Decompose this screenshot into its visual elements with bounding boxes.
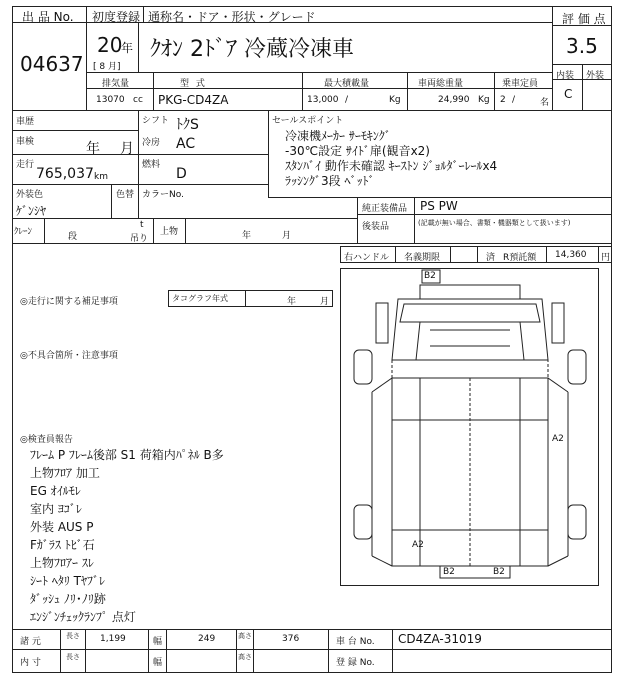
registration-label: 登 録 No.	[336, 658, 375, 668]
inspection-year: 年	[86, 141, 100, 157]
shift-label: シフト	[142, 116, 170, 126]
recycle-unit: 円	[601, 253, 611, 263]
inspection-label: 車検	[16, 137, 35, 147]
reg-year: 20	[97, 33, 123, 57]
right-handle-flag: 右ハンドル	[344, 253, 390, 263]
crane-tonnage: t	[140, 220, 144, 230]
dims-label: 諸 元	[20, 637, 41, 647]
ac-value: AC	[176, 136, 196, 152]
history-label: 車歴	[16, 117, 35, 127]
chassis-label: 車 台 No.	[336, 637, 375, 647]
damage-mark-rear-right: B2	[493, 567, 505, 577]
lot-label: 出 品 No.	[22, 10, 74, 24]
sales-points-label: セールスポイント	[272, 116, 344, 126]
capacity-slash: /	[345, 95, 349, 105]
crane-hang: 吊り	[130, 234, 149, 244]
displacement-unit: cc	[133, 95, 143, 105]
damage-mark-right-side: A2	[552, 434, 564, 444]
recycle-label: R預託額	[503, 253, 537, 263]
recycle-amount: 14,360	[555, 250, 587, 260]
driving-notes-label: ◎走行に関する補足事項	[20, 297, 118, 307]
exterior-color-label: 外装色	[16, 190, 44, 200]
listed-month: 月	[282, 231, 292, 241]
crane-steps: 段	[68, 232, 78, 242]
defects-label: ◎不具合箇所・注意事項	[20, 351, 118, 361]
genuine-equipment-label: 純正装備品	[362, 204, 408, 214]
ac-label: 冷房	[142, 138, 161, 148]
length-value: 1,199	[100, 634, 126, 644]
inspector-line: 上物ﾌﾛｱｰ ｽﾚ	[30, 556, 94, 570]
eval-label: 評 価 点	[562, 12, 606, 26]
inspector-line: Fｶﾞﾗｽ ﾄﾋﾞ石	[30, 538, 95, 552]
interior-width-label: 幅	[153, 658, 163, 668]
tachograph-year: 年	[287, 297, 297, 307]
displacement-value: 13070	[96, 95, 125, 105]
listed-year: 年	[242, 231, 252, 241]
mileage-value: 765,037	[36, 166, 94, 182]
color-change-label: 色替	[116, 190, 135, 200]
color-code-label: カラーNo.	[142, 190, 184, 200]
inspector-line: ｼｰﾄ ﾍﾀﾘ Tﾔﾌﾞﾚ	[30, 574, 105, 588]
aftermarket-note: (記載が無い場合、書類・機器類として扱います)	[418, 219, 571, 227]
damage-mark-front: B2	[424, 271, 436, 281]
fuel-label: 燃料	[142, 160, 161, 170]
first-reg-label: 初度登録	[92, 10, 141, 24]
inspector-line: ﾀﾞｯｼｭ ﾉﾘ･ﾉﾘ跡	[30, 592, 106, 606]
reg-month: [ 8 月]	[93, 62, 121, 72]
interior-grade: C	[564, 87, 573, 101]
inspector-line: ｴﾝｼﾞﾝﾁｪｯｸﾗﾝﾌﾟ 点灯	[30, 610, 136, 624]
height-label: 高さ	[238, 632, 252, 640]
listed-label: 上物	[160, 227, 179, 237]
interior-height-label: 高さ	[238, 653, 252, 661]
model-label: 型 式	[180, 79, 207, 89]
interior-grade-label: 内装	[556, 71, 575, 81]
mileage-label: 走行	[16, 160, 35, 170]
name-label: 通称名・ドア・形状・グレード	[148, 10, 316, 24]
genuine-equipment: PS PW	[420, 199, 458, 213]
aftermarket-label: 後装品	[362, 222, 390, 232]
eval-score: 3.5	[566, 34, 598, 58]
mileage-unit: km	[94, 172, 108, 182]
lot-number: 04637	[20, 52, 84, 76]
passenger-slash: /	[512, 95, 516, 105]
crane-label: ｸﾚｰﾝ	[14, 227, 33, 237]
capacity-unit: Kg	[389, 95, 401, 105]
exterior-grade-label: 外装	[586, 71, 605, 81]
passenger-unit: 名	[540, 98, 550, 108]
tachograph-label: タコグラフ年式	[172, 294, 228, 303]
chassis-number: CD4ZA-31019	[398, 632, 482, 646]
recycle-prefix: 済	[486, 253, 496, 263]
inspector-line: 室内 ﾖｺﾞﾚ	[30, 502, 82, 516]
damage-mark-left-rear: A2	[412, 540, 424, 550]
fuel-value: D	[176, 166, 187, 182]
sales-point-line: ｽﾀﾝﾊﾞｲ 動作未確認 ｷｰｽﾄﾝ ｼﾞｮﾙﾀﾞｰﾚｰﾙx4	[285, 159, 498, 173]
width-label: 幅	[153, 637, 163, 647]
capacity-label: 最大積載量	[324, 79, 370, 89]
inspector-line: ﾌﾚｰﾑ P ﾌﾚｰﾑ後部 S1 荷箱内ﾊﾟﾈﾙ B多	[30, 448, 224, 462]
reg-year-unit: 年	[121, 41, 134, 55]
sales-point-line: ﾗｯｼﾝｸﾞ3段 ﾍﾞｯﾄﾞ	[285, 174, 375, 188]
name-change-label: 名義期限	[404, 253, 441, 263]
shift-value: ﾄｸS	[176, 117, 199, 133]
passenger-label: 乗車定員	[502, 79, 539, 89]
gross-weight-label: 車両総重量	[418, 79, 464, 89]
passenger-count: 2	[500, 95, 506, 105]
model-value: PKG-CD4ZA	[158, 93, 229, 107]
inspector-line: EG ｵｲﾙﾓﾚ	[30, 484, 81, 498]
sales-point-line: -30℃設定 ｻｲﾄﾞ扉(観音x2)	[285, 144, 430, 158]
gross-weight-unit: Kg	[478, 95, 490, 105]
width-value: 249	[198, 634, 216, 644]
capacity-value: 13,000	[307, 95, 339, 105]
inspector-line: 外装 AUS P	[30, 520, 94, 534]
inspection-month: 月	[120, 141, 134, 157]
inspector-line: 上物ﾌﾛｱ 加工	[30, 466, 100, 480]
tachograph-month: 月	[320, 297, 330, 307]
displacement-label: 排気量	[102, 79, 130, 89]
interior-dims-label: 内 寸	[20, 658, 41, 668]
interior-length-label: 長さ	[66, 653, 80, 661]
gross-weight-value: 24,990	[438, 95, 470, 105]
inspector-report-label: ◎検査員報告	[20, 435, 73, 445]
height-value: 376	[282, 634, 300, 644]
length-label: 長さ	[66, 632, 80, 640]
damage-mark-rear-left: B2	[443, 567, 455, 577]
sales-point-line: 冷凍機ﾒｰｶｰ ｻｰﾓｷﾝｸﾞ	[285, 129, 391, 143]
exterior-color: ｹﾞﾝｼﾔ	[16, 204, 47, 218]
vehicle-name: ｸｵﾝ 2ﾄﾞｱ 冷蔵冷凍車	[150, 37, 354, 62]
